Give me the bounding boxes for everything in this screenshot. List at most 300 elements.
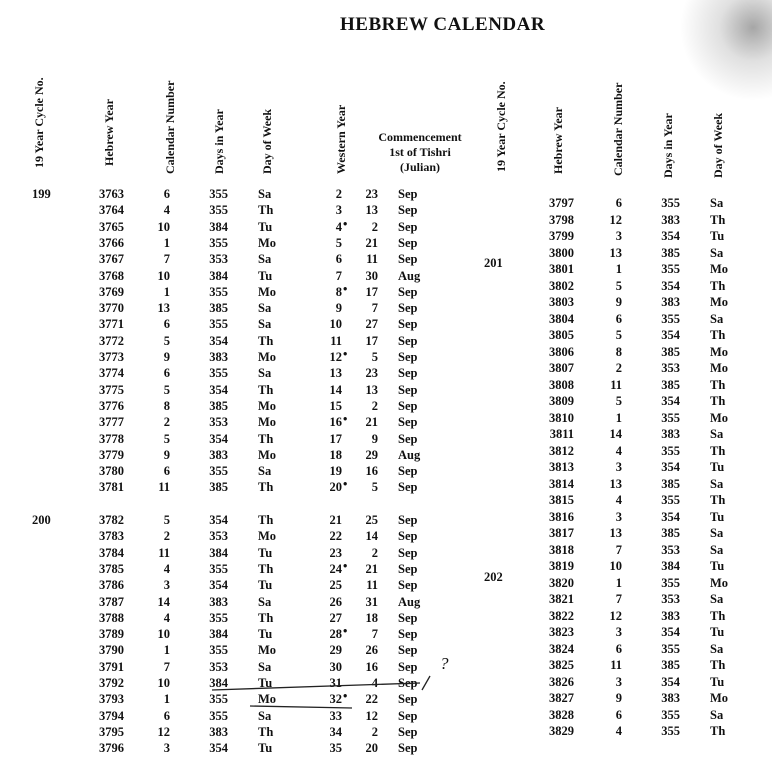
calendar-number: 3: [163, 741, 170, 756]
tishri-month: Sep: [398, 627, 418, 642]
days-in-year: 385: [209, 480, 228, 495]
calendar-number: 3: [615, 229, 622, 243]
calendar-number: 10: [609, 559, 622, 573]
days-in-year: 355: [661, 410, 680, 425]
hebrew-year: 3798: [549, 212, 574, 227]
days-in-year: 353: [209, 415, 228, 430]
hebrew-year: 3776: [99, 398, 124, 413]
day-of-week: Th: [258, 333, 274, 348]
tick-mark: [422, 676, 430, 690]
day-of-week: Th: [258, 724, 274, 739]
day-of-week: Mo: [710, 262, 729, 276]
hebrew-year: 3785: [99, 561, 124, 576]
calendar-number: 6: [615, 196, 622, 210]
calendar-number: 1: [163, 235, 170, 250]
tishri-month: Sep: [398, 252, 418, 267]
calendar-number: 1: [163, 284, 170, 299]
calendar-number: 1: [163, 643, 170, 658]
hebrew-year: 3766: [99, 235, 124, 250]
days-in-year: 353: [661, 592, 680, 606]
days-in-year: 355: [209, 284, 228, 299]
tishri-day: 21: [365, 561, 378, 576]
hebrew-year: 3812: [549, 443, 574, 458]
day-of-week: Th: [258, 203, 274, 218]
calendar-number: 10: [157, 268, 170, 283]
hebrew-year: 3764: [99, 203, 124, 218]
day-of-week: Mo: [710, 295, 729, 309]
hebrew-year: 3795: [99, 724, 124, 739]
hebrew-year: 3819: [549, 559, 574, 573]
days-in-year: 384: [209, 676, 228, 690]
western-year: 10: [329, 317, 342, 332]
day-of-week: Mo: [258, 415, 277, 430]
tishri-month: Sep: [398, 350, 418, 364]
days-in-year: 355: [661, 575, 680, 590]
calendar-number: 5: [615, 394, 622, 408]
hebrew-year: 3779: [99, 447, 124, 462]
western-year: 15: [329, 398, 342, 413]
hebrew-year: 3794: [99, 708, 124, 723]
calendar-number: 4: [615, 443, 622, 458]
hebrew-year: 3811: [549, 427, 574, 441]
tishri-month: Sep: [398, 659, 418, 674]
hebrew-year: 3777: [99, 415, 124, 430]
calendar-number: 6: [163, 317, 170, 332]
header-calnum-left: Calendar Number: [163, 80, 177, 174]
calendar-number: 12: [609, 212, 622, 227]
days-in-year: 354: [209, 382, 228, 397]
western-year: 25: [329, 578, 342, 593]
calendar-number: 7: [163, 659, 170, 674]
calendar-number: 8: [615, 344, 622, 359]
days-in-year: 355: [209, 464, 228, 479]
tishri-month: Sep: [398, 545, 418, 560]
hebrew-year: 3802: [549, 278, 574, 293]
western-year: 11: [330, 333, 342, 348]
western-year: 5: [335, 235, 342, 250]
calendar-number: 6: [615, 707, 622, 722]
hebrew-year: 3775: [99, 382, 124, 397]
day-of-week: Mo: [710, 361, 729, 375]
days-in-year: 385: [209, 398, 228, 413]
days-in-year: 384: [209, 268, 228, 283]
day-of-week: Tu: [710, 460, 725, 474]
leap-marker: •: [343, 216, 348, 231]
western-year: 22: [329, 529, 342, 544]
tishri-day: 9: [371, 431, 378, 446]
tishri-day: 2: [371, 219, 378, 234]
tishri-day: 20: [365, 741, 378, 756]
days-in-year: 353: [661, 361, 680, 375]
days-in-year: 355: [209, 708, 228, 723]
calendar-number: 1: [615, 410, 622, 425]
days-in-year: 354: [209, 333, 228, 348]
days-in-year: 353: [661, 542, 680, 557]
calendar-number: 3: [615, 674, 622, 689]
days-in-year: 384: [209, 219, 228, 234]
day-of-week: Th: [258, 431, 274, 446]
days-in-year: 383: [661, 212, 680, 227]
tishri-day: 22: [365, 692, 378, 707]
tishri-month: Sep: [398, 219, 418, 234]
day-of-week: Tu: [258, 578, 273, 593]
hebrew-year: 3792: [99, 676, 124, 690]
day-of-week: Sa: [710, 311, 724, 326]
day-of-week: Mo: [258, 643, 277, 658]
days-in-year: 355: [209, 692, 228, 707]
hebrew-year: 3805: [549, 328, 574, 342]
tishri-day: 11: [366, 252, 378, 267]
western-year: 20: [329, 480, 342, 495]
hebrew-year: 3803: [549, 295, 574, 309]
calendar-number: 2: [615, 361, 622, 375]
calendar-number: 6: [163, 464, 170, 479]
day-of-week: Sa: [710, 526, 724, 540]
header-days-left: Days in Year: [212, 109, 226, 174]
tishri-day: 2: [371, 398, 378, 413]
day-of-week: Sa: [710, 707, 724, 722]
tishri-month: Sep: [398, 561, 418, 576]
tishri-month: Sep: [398, 235, 418, 250]
hebrew-year: 3763: [99, 187, 124, 201]
day-of-week: Th: [710, 493, 726, 507]
tishri-month: Sep: [398, 708, 418, 723]
days-in-year: 355: [661, 641, 680, 656]
day-of-week: Th: [710, 394, 726, 408]
tishri-month: Sep: [398, 741, 418, 756]
tishri-day: 16: [365, 659, 378, 674]
days-in-year: 355: [661, 493, 680, 507]
days-in-year: 384: [209, 627, 228, 642]
hebrew-year: 3796: [99, 741, 124, 756]
hebrew-year: 3826: [549, 674, 574, 689]
tishri-month: Sep: [398, 366, 418, 381]
leap-marker: •: [343, 624, 348, 639]
day-of-week: Th: [710, 724, 726, 738]
days-in-year: 355: [209, 610, 228, 625]
day-of-week: Mo: [710, 410, 729, 425]
days-in-year: 354: [661, 460, 680, 474]
header-year-left: Hebrew Year: [102, 99, 116, 166]
strike-line-2: [250, 706, 352, 708]
cycle-number: 200: [32, 513, 51, 527]
day-of-week: Sa: [710, 592, 724, 606]
western-year: 19: [329, 464, 342, 479]
leap-marker: •: [343, 347, 348, 361]
day-of-week: Sa: [258, 708, 272, 723]
days-in-year: 385: [661, 526, 680, 540]
header-dow-right: Day of Week: [711, 112, 725, 178]
calendar-number: 12: [157, 724, 170, 739]
cycle-number: 201: [484, 256, 503, 270]
western-year: 18: [329, 447, 342, 462]
day-of-week: Sa: [258, 187, 272, 201]
tishri-month: Sep: [398, 431, 418, 446]
days-in-year: 384: [209, 545, 228, 560]
tishri-day: 5: [371, 480, 378, 495]
day-of-week: Mo: [258, 284, 277, 299]
hebrew-year: 3773: [99, 350, 124, 364]
western-year: 9: [335, 301, 342, 316]
tishri-month: Sep: [398, 301, 418, 316]
hebrew-year: 3778: [99, 431, 124, 446]
days-in-year: 385: [661, 377, 680, 392]
tishri-month: Sep: [398, 317, 418, 332]
day-of-week: Mo: [710, 575, 729, 590]
days-in-year: 383: [661, 608, 680, 623]
western-year: 2: [335, 187, 342, 201]
calendar-number: 7: [615, 592, 622, 606]
calendar-number: 3: [615, 460, 622, 474]
hebrew-year: 3815: [549, 493, 574, 507]
calendar-number: 10: [157, 627, 170, 642]
days-in-year: 355: [661, 311, 680, 326]
western-year: 14: [329, 382, 342, 397]
day-of-week: Sa: [258, 594, 272, 609]
header-commencement-line1: Commencement: [378, 130, 462, 144]
leap-marker: •: [343, 558, 348, 573]
hebrew-year: 3804: [549, 311, 574, 326]
hebrew-year: 3793: [99, 692, 124, 707]
calendar-number: 14: [157, 594, 170, 609]
calendar-number: 6: [615, 311, 622, 326]
tishri-day: 17: [365, 284, 378, 299]
day-of-week: Th: [710, 608, 726, 623]
tishri-day: 4: [371, 676, 378, 690]
day-of-week: Mo: [710, 691, 729, 705]
hebrew-year: 3825: [549, 658, 574, 672]
calendar-number: 6: [615, 641, 622, 656]
days-in-year: 355: [209, 317, 228, 332]
days-in-year: 354: [209, 578, 228, 593]
tishri-day: 2: [371, 724, 378, 739]
day-of-week: Tu: [258, 741, 273, 756]
western-year: 3: [335, 203, 342, 218]
days-in-year: 355: [661, 707, 680, 722]
day-of-week: Sa: [710, 476, 724, 491]
leap-marker: •: [343, 689, 348, 704]
days-in-year: 353: [209, 529, 228, 544]
hebrew-year: 3797: [549, 196, 574, 210]
western-year: 23: [329, 545, 342, 560]
days-in-year: 385: [661, 476, 680, 491]
day-of-week: Sa: [258, 659, 272, 674]
tishri-day: 18: [365, 610, 378, 625]
hebrew-year: 3783: [99, 529, 124, 544]
western-year: 30: [329, 659, 342, 674]
tishri-day: 17: [365, 333, 378, 348]
header-western-left: Western Year: [334, 104, 348, 174]
days-in-year: 355: [209, 561, 228, 576]
header-commencement-line3: (Julian): [399, 160, 440, 174]
western-year: 31: [329, 676, 342, 690]
tishri-day: 31: [365, 594, 378, 609]
days-in-year: 383: [209, 350, 228, 364]
days-in-year: 354: [661, 229, 680, 243]
hebrew-year: 3784: [99, 545, 124, 560]
days-in-year: 383: [661, 691, 680, 705]
day-of-week: Sa: [710, 542, 724, 557]
hebrew-year: 3806: [549, 344, 574, 359]
day-of-week: Sa: [710, 245, 724, 260]
hebrew-year: 3788: [99, 610, 124, 625]
tishri-day: 14: [365, 529, 378, 544]
calendar-number: 6: [163, 366, 170, 381]
calendar-number: 4: [163, 561, 170, 576]
western-year: 6: [335, 252, 342, 267]
day-of-week: Sa: [258, 252, 272, 267]
day-of-week: Th: [258, 480, 274, 495]
tishri-day: 25: [365, 513, 378, 527]
days-in-year: 355: [661, 443, 680, 458]
tishri-month: Sep: [398, 610, 418, 625]
calendar-number: 6: [163, 708, 170, 723]
western-year: 12: [329, 350, 342, 364]
calendar-number: 9: [615, 691, 622, 705]
tishri-month: Sep: [398, 480, 418, 495]
western-year: 33: [329, 708, 342, 723]
day-of-week: Th: [710, 328, 726, 342]
days-in-year: 354: [661, 278, 680, 293]
hebrew-year: 3828: [549, 707, 574, 722]
hebrew-year: 3829: [549, 724, 574, 738]
calendar-number: 11: [158, 545, 170, 560]
tishri-month: Sep: [398, 382, 418, 397]
day-of-week: Tu: [258, 545, 273, 560]
calendar-number: 11: [158, 480, 170, 495]
day-of-week: Sa: [710, 641, 724, 656]
tishri-month: Sep: [398, 187, 418, 201]
calendar-number: 6: [163, 187, 170, 201]
hebrew-year: 3787: [99, 594, 124, 609]
days-in-year: 353: [209, 252, 228, 267]
tishri-month: Sep: [398, 643, 418, 658]
days-in-year: 354: [209, 741, 228, 756]
tishri-month: Sep: [398, 529, 418, 544]
tishri-day: 7: [371, 627, 378, 642]
western-year: 26: [329, 594, 342, 609]
hebrew-year: 3769: [99, 284, 124, 299]
header-calnum-right: Calendar Number: [611, 82, 625, 176]
header-dow-left: Day of Week: [260, 108, 274, 174]
day-of-week: Tu: [710, 509, 725, 524]
calendar-number: 10: [157, 219, 170, 234]
days-in-year: 353: [209, 659, 228, 674]
hebrew-year: 3817: [549, 526, 574, 540]
calendar-number: 14: [609, 427, 622, 441]
tishri-month: Aug: [398, 268, 421, 283]
western-year: 27: [329, 610, 342, 625]
hebrew-year: 3823: [549, 625, 574, 639]
tishri-day: 26: [365, 643, 378, 658]
days-in-year: 355: [661, 196, 680, 210]
hebrew-year: 3765: [99, 219, 124, 234]
tishri-month: Sep: [398, 415, 418, 430]
calendar-number: 1: [163, 692, 170, 707]
hebrew-year: 3801: [549, 262, 574, 276]
hebrew-year: 3780: [99, 464, 124, 479]
day-of-week: Tu: [710, 674, 725, 689]
days-in-year: 355: [209, 643, 228, 658]
calendar-number: 2: [163, 529, 170, 544]
tishri-month: Sep: [398, 692, 418, 707]
hebrew-year: 3782: [99, 513, 124, 527]
tishri-month: Sep: [398, 724, 418, 739]
day-of-week: Mo: [258, 447, 277, 462]
hebrew-year: 3824: [549, 641, 574, 656]
hebrew-year: 3822: [549, 608, 574, 623]
western-year: 24: [329, 561, 342, 576]
tishri-day: 16: [365, 464, 378, 479]
tishri-day: 29: [365, 447, 378, 462]
hebrew-year: 3789: [99, 627, 124, 642]
western-year: 28: [329, 627, 342, 642]
day-of-week: Sa: [258, 366, 272, 381]
days-in-year: 354: [661, 328, 680, 342]
days-in-year: 383: [209, 594, 228, 609]
days-in-year: 355: [209, 366, 228, 381]
day-of-week: Tu: [258, 268, 273, 283]
hebrew-year: 3790: [99, 643, 124, 658]
day-of-week: Sa: [258, 317, 272, 332]
calendar-number: 13: [609, 526, 622, 540]
calendar-number: 1: [615, 575, 622, 590]
calendar-number: 11: [610, 658, 622, 672]
days-in-year: 385: [661, 658, 680, 672]
days-in-year: 384: [661, 559, 680, 573]
hebrew-year: 3791: [99, 659, 124, 674]
hebrew-year: 3827: [549, 691, 574, 705]
cycle-number: 199: [32, 187, 51, 201]
hebrew-year: 3809: [549, 394, 574, 408]
leap-marker: •: [343, 412, 348, 427]
tishri-day: 23: [365, 366, 378, 381]
calendar-number: 7: [615, 542, 622, 557]
tishri-day: 21: [365, 415, 378, 430]
tishri-day: 12: [365, 708, 378, 723]
days-in-year: 354: [209, 431, 228, 446]
day-of-week: Tu: [258, 627, 273, 642]
hebrew-year: 3800: [549, 245, 574, 260]
tishri-month: Sep: [398, 398, 418, 413]
hebrew-year: 3786: [99, 578, 124, 593]
tishri-day: 13: [365, 203, 378, 218]
tishri-month: Aug: [398, 447, 421, 462]
calendar-number: 11: [610, 377, 622, 392]
day-of-week: Mo: [258, 529, 277, 544]
day-of-week: Th: [710, 658, 726, 672]
days-in-year: 355: [661, 262, 680, 276]
tishri-day: 2: [371, 545, 378, 560]
day-of-week: Tu: [258, 219, 273, 234]
day-of-week: Th: [710, 212, 726, 227]
calendar-number: 3: [615, 509, 622, 524]
hebrew-year: 3767: [99, 252, 124, 267]
days-in-year: 355: [661, 724, 680, 738]
day-of-week: Th: [710, 278, 726, 293]
days-in-year: 355: [209, 187, 228, 201]
day-of-week: Th: [258, 610, 274, 625]
western-year: 34: [329, 724, 342, 739]
day-of-week: Th: [258, 513, 274, 527]
days-in-year: 354: [209, 513, 228, 527]
western-year: 35: [329, 741, 342, 756]
hebrew-year: 3771: [99, 317, 124, 332]
header-year-right: Hebrew Year: [551, 107, 565, 174]
calendar-number: 13: [157, 301, 170, 316]
calendar-number: 12: [609, 608, 622, 623]
day-of-week: Tu: [258, 676, 273, 690]
